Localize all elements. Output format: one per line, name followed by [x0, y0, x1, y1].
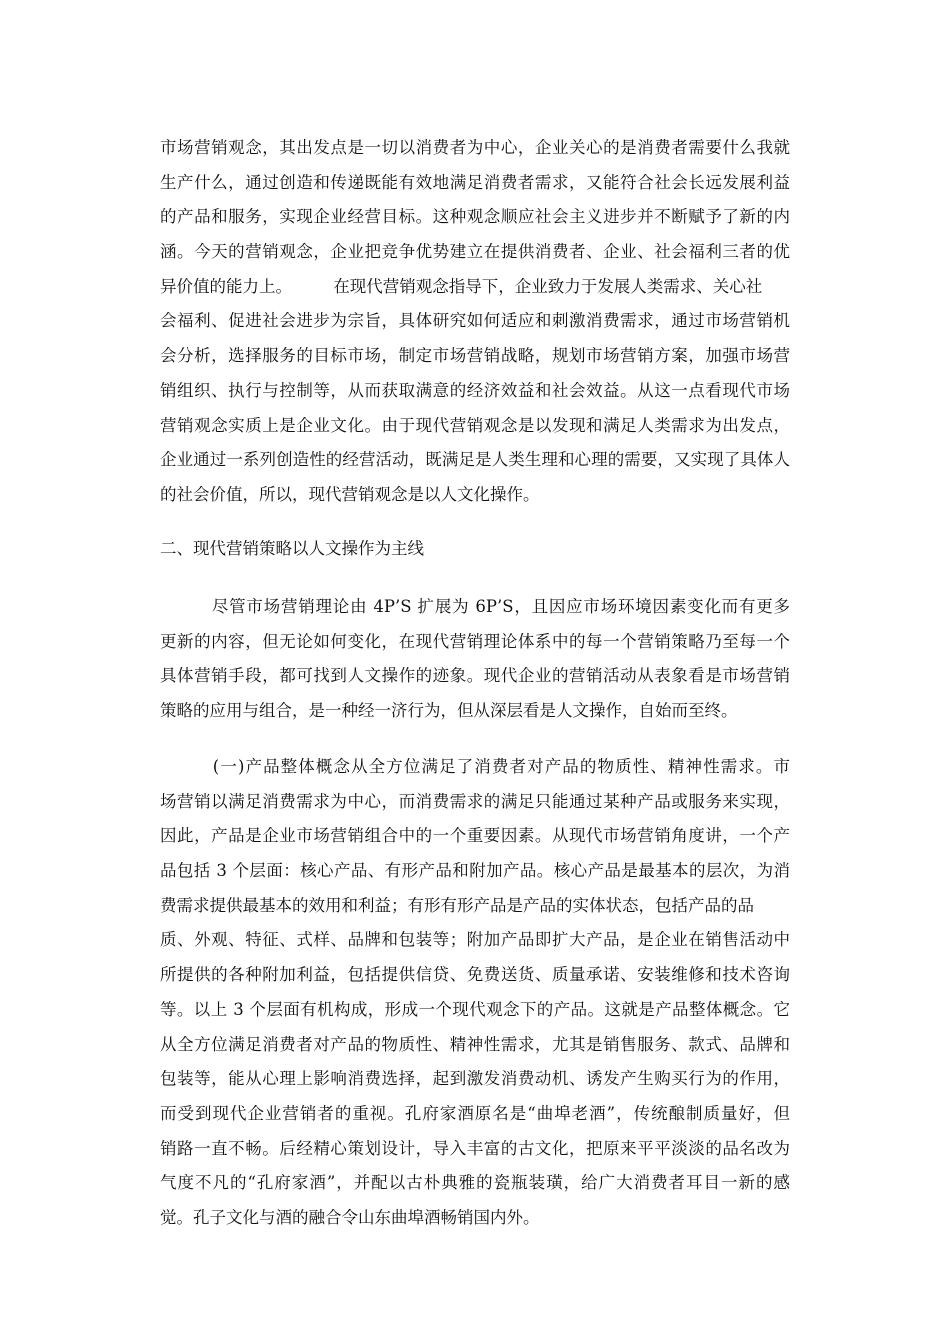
text-line: 包装等，能从心理上影响消费选择，起到激发消费动机、诱发产生购买行为的作用，: [160, 1069, 790, 1089]
text-line: 等。以上 3 个层面有机构成，形成一个现代观念下的产品。这就是产品整体概念。它: [160, 999, 790, 1019]
text-line: 所提供的各种附加利益，包括提供信贷、免费送货、质量承诺、安装维修和技术咨询: [160, 965, 790, 985]
text-line: 异价值的能力上。 在现代营销观念指导下，企业致力于发展人类需求、关心社: [160, 276, 763, 296]
text-line: 销路一直不畅。后经精心策划设计，导入丰富的古文化，把原来平平淡淡的品名改为: [160, 1138, 790, 1158]
section-heading: [160, 532, 790, 567]
text-line: 质、外观、特征、式样、品牌和包装等；附加产品即扩大产品，是企业在销售活动中: [160, 930, 790, 950]
text-line: 企业通过一系列创造性的经营活动，既满足是人类生理和心理的需要，又实现了具体人: [160, 450, 790, 470]
text-line: 气度不凡的“孔府家酒”，并配以古朴典雅的瓷瓶装璜，给广大消费者耳目一新的感: [160, 1173, 790, 1193]
text-line: 营销观念实质上是企业文化。由于现代营销观念是以发现和满足人类需求为出发点，: [160, 415, 790, 435]
text-line: 品包括 3 个层面：核心产品、有形产品和附加产品。核心产品是最基本的层次，为消: [160, 861, 790, 881]
text-line: 更新的内容，但无论如何变化，在现代营销理论体系中的每一个营销策略乃至每一个: [160, 631, 790, 651]
text-line: 会福利、促进社会进步为宗旨，具体研究如何适应和刺激消费需求，通过市场营销机: [160, 311, 790, 331]
paragraph-product-concept: [160, 750, 790, 1236]
text-line: 费需求提供最基本的效用和利益；有形有形产品是产品的实体状态，包括产品的品: [160, 895, 754, 915]
text-line: 销组织、执行与控制等，从而获取满意的经济效益和社会效益。从这一点看现代市场: [160, 380, 790, 400]
text-line: 会分析，选择服务的目标市场，制定市场营销战略，规划市场营销方案，加强市场营: [160, 346, 790, 366]
text-line: 具体营销手段，都可找到人文操作的迹象。现代企业的营销活动从表象看是市场营销: [160, 666, 790, 686]
text-line: 市场营销观念，其出发点是一切以消费者为中心，企业关心的是消费者需要什么我就: [160, 138, 790, 157]
text-line: 尽管市场营销理论由 4P’S 扩展为 6P’S，且因应市场环境因素变化而有更多: [160, 597, 790, 616]
text-line: 觉。孔子文化与酒的融合令山东曲埠酒畅销国内外。: [160, 1207, 540, 1227]
text-line: 的产品和服务，实现企业经营目标。这种观念顺应社会主义进步并不断赋予了新的内: [160, 207, 790, 227]
text-line: 而受到现代企业营销者的重视。孔府家酒原名是“曲埠老酒”，传统酿制质量好，但: [160, 1103, 790, 1123]
text-line: 因此，产品是企业市场营销组合中的一个重要因素。从现代市场营销角度讲，一个产: [160, 826, 790, 846]
paragraph-marketing-concept: [160, 131, 790, 513]
text-line: 生产什么，通过创造和传递既能有效地满足消费者需求，又能符合社会长远发展利益: [160, 172, 790, 192]
text-line: 涵。今天的营销观念，企业把竞争优势建立在提供消费者、企业、社会福利三者的优: [160, 242, 790, 262]
text-line: 从全方位满足消费者对产品的物质性、精神性需求，尤其是销售服务、款式、品牌和: [160, 1034, 790, 1054]
text-line: 场营销以满足消费需求为中心，而消费需求的满足只能通过某种产品或服务来实现，: [160, 791, 790, 811]
paragraph-4p-6p: [160, 590, 790, 729]
text-line: 策略的应用与组合，是一种经一济行为，但从深层看是人文操作，自始而至终。: [160, 701, 738, 721]
text-line: (一)产品整体概念从全方位满足了消费者对产品的物质性、精神性需求。市: [160, 757, 790, 776]
text-line: 的社会价值，所以，现代营销观念是以人文化操作。: [160, 484, 540, 504]
heading-text: 二、现代营销策略以人文操作为主线: [160, 539, 424, 558]
